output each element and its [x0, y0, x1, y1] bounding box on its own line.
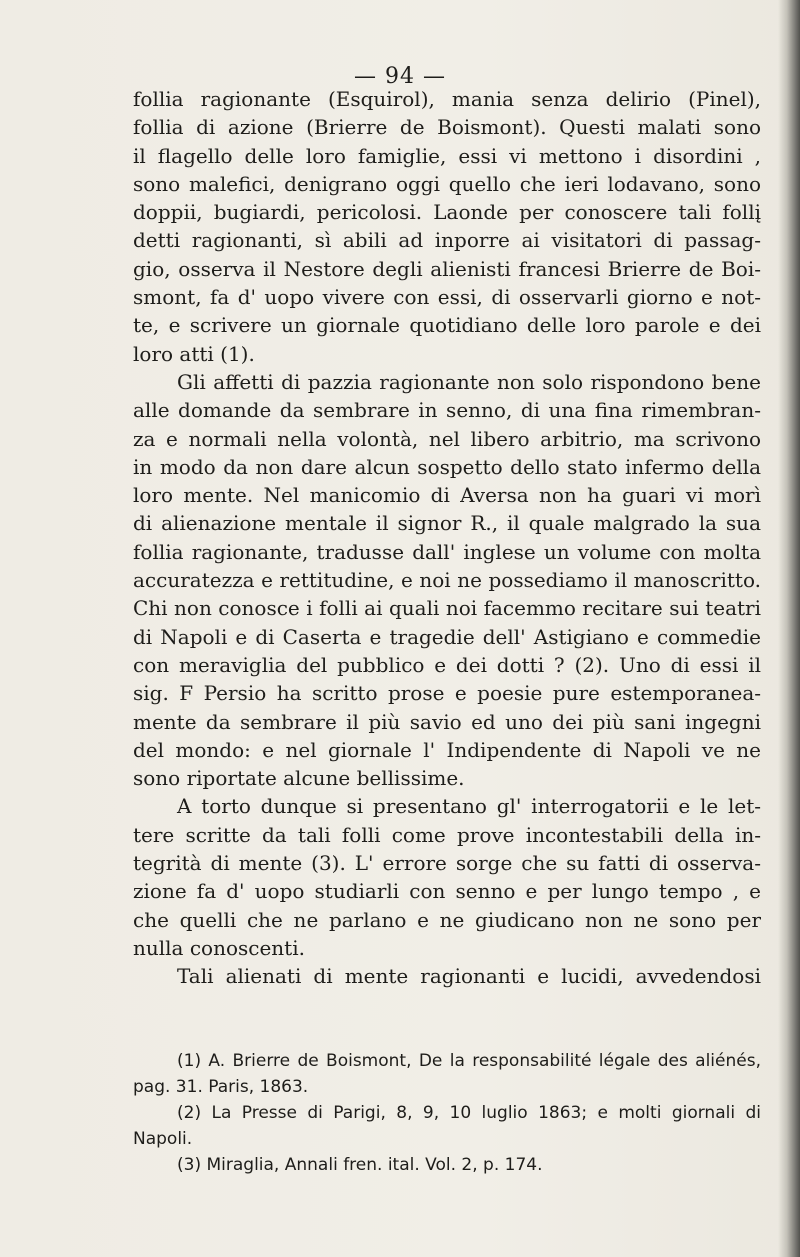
- footnote-line: Napoli.: [133, 1129, 193, 1149]
- text-line: il flagello delle loro famiglie, essi vi mettono i disordini ,: [133, 143, 761, 168]
- text-line: alle domande da sembrare in senno, di una fina rimembran-: [133, 398, 761, 423]
- text-line: di alienazione mentale il signor R., il quale malgrado la sua: [133, 511, 761, 536]
- page-edge-shadow: [778, 0, 800, 1257]
- text-line: Tali alienati di mente ragionanti e lucidi, avvedendosi: [177, 964, 761, 989]
- text-line: smont, fa d' uopo vivere con essi, di osservarli giorno e not-: [133, 285, 761, 310]
- body-text: [133, 85, 761, 991]
- text-line: detti ragionanti, sì abili ad inporre ai visitatori di passag-: [133, 228, 761, 253]
- text-line: loro mente. Nel manicomio di Aversa non ha guari vi morì: [133, 483, 761, 508]
- page-number: — 94 —: [354, 64, 446, 89]
- text-line: te, e scrivere un giornale quotidiano delle loro parole e dei: [133, 313, 761, 338]
- footnote-line: (3) Miraglia, Annali fren. ital. Vol. 2, p. 174.: [177, 1155, 543, 1175]
- text-line: zione fa d' uopo studiarli con senno e per lungo tempo , e: [133, 879, 761, 904]
- text-line: con meraviglia del pubblico e dei dotti ? (2). Uno di essi il: [133, 652, 761, 677]
- text-line: gio, osserva il Nestore degli alienisti francesi Brierre de Boi-: [133, 256, 761, 281]
- text-line: Chi non conosce i folli ai quali noi facemmo recitare sui teatri: [133, 596, 761, 621]
- footnote-line: (1) A. Brierre de Boismont, De la responsabilité légale des aliénés,: [177, 1051, 761, 1071]
- text-line: di Napoli e di Caserta e tragedie dell' Astigiano e commedie: [133, 624, 761, 649]
- text-line: follia ragionante (Esquirol), mania senza delirio (Pinel),: [133, 87, 761, 111]
- text-line: za e normali nella volontà, nel libero arbitrio, ma scrivono: [133, 426, 761, 451]
- text-line: follia ragionante, tradusse dall' inglese un volume con molta: [133, 539, 761, 564]
- text-line: sig. F Persio ha scritto prose e poesie pure estemporanea-: [133, 681, 761, 706]
- text-line: sono malefici, denigrano oggi quello che ieri lodavano, sono: [133, 171, 761, 196]
- text-line: che quelli che ne parlano e ne giudicano non ne sono per: [133, 907, 761, 932]
- footnote-line: pag. 31. Paris, 1863.: [133, 1077, 309, 1097]
- text-line: in modo da non dare alcun sospetto dello stato infermo della: [133, 454, 761, 479]
- text-line: accuratezza e rettitudine, e noi ne possediamo il manoscritto.: [133, 568, 761, 593]
- text-line: nulla conoscenti.: [133, 935, 305, 960]
- footnotes: [133, 1048, 761, 1178]
- text-line: mente da sembrare il più savio ed uno dei più sani ingegni: [133, 709, 761, 734]
- text-line: A torto dunque si presentano gl' interrogatorii e le let-: [177, 794, 761, 819]
- text-line: del mondo: e nel giornale l' Indipendente di Napoli ve ne: [133, 737, 761, 762]
- text-line: tegrità di mente (3). L' errore sorge che su fatti di osserva-: [133, 851, 761, 876]
- text-line: sono riportate alcune bellissime.: [133, 766, 465, 791]
- text-line: doppii, bugiardi, pericolosi. Laonde per conoscere tali follį: [133, 200, 761, 225]
- text-line: follia di azione (Brierre de Boismont). Questi malati sono: [133, 115, 761, 140]
- footnote-line: (2) La Presse di Parigi, 8, 9, 10 luglio 1863; e molti giornali di: [177, 1103, 761, 1123]
- text-line: Gli affetti di pazzia ragionante non solo rispondono bene: [177, 369, 761, 394]
- text-line: loro atti (1).: [133, 341, 255, 366]
- text-line: tere scritte da tali folli come prove incontestabili della in-: [133, 822, 761, 847]
